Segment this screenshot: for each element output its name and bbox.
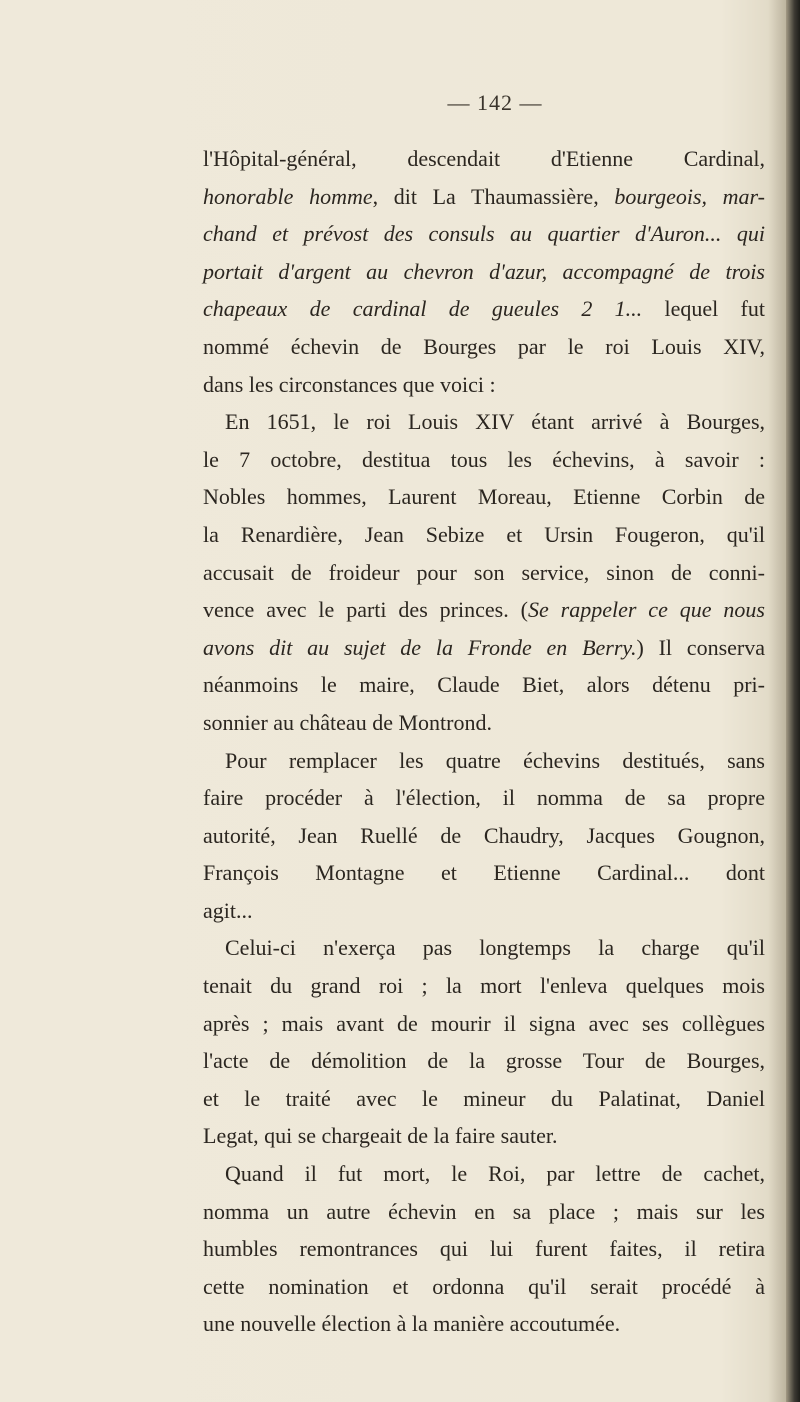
- text-line: [203, 215, 765, 253]
- text-segment: lequel fut: [642, 296, 765, 322]
- text-line: [203, 779, 765, 817]
- italic-text: avons dit au sujet de la Fronde en Berry.: [203, 634, 637, 660]
- text-segment: cette nomination et ordonna qu'il serait procédé à: [203, 1273, 765, 1299]
- text-segment: sonnier au château de Montrond.: [203, 709, 492, 735]
- page-edge-shadow: [786, 0, 800, 1402]
- text-segment: accusait de froideur pour son service, sinon de conni-: [203, 559, 765, 585]
- text-segment: après ; mais avant de mourir il signa avec ses collègues: [203, 1010, 765, 1036]
- text-line: [203, 554, 765, 592]
- text-line: [203, 666, 765, 704]
- text-segment: tenait du grand roi ; la mort l'enleva quelques mois: [203, 973, 765, 999]
- italic-text: Se rappeler ce que nous: [527, 597, 765, 623]
- text-segment: l'Hôpital-général, descendait d'Etienne Cardinal,: [203, 146, 765, 171]
- text-segment: agit...: [203, 897, 253, 923]
- text-line: [203, 1230, 765, 1268]
- page-number: — 142 —: [447, 90, 543, 115]
- text-segment: nommé échevin de Bourges par le roi Louis XIV,: [203, 333, 765, 359]
- text-line: [203, 140, 765, 178]
- italic-text: chapeaux de cardinal de gueules 2 1...: [203, 296, 643, 322]
- text-segment: Quand il fut mort, le Roi, par lettre de cachet,: [225, 1161, 765, 1187]
- text-line: [203, 1117, 765, 1155]
- text-segment: humbles remontrances qui lui furent faites, il retira: [203, 1236, 765, 1262]
- text-line: [203, 704, 765, 742]
- text-segment: dans les circonstances que voici :: [203, 371, 496, 397]
- text-line: [203, 854, 765, 892]
- text-line: [203, 1305, 765, 1343]
- text-line: [203, 1193, 765, 1231]
- text-segment: néanmoins le maire, Claude Biet, alors détenu pri-: [203, 672, 765, 698]
- text-line: [203, 290, 765, 328]
- text-segment: Nobles hommes, Laurent Moreau, Etienne Corbin de: [203, 484, 765, 510]
- italic-text: chand et prévost des consuls au quartier d'Auron... qui: [203, 221, 765, 247]
- text-line: [203, 1042, 765, 1080]
- text-line: [203, 253, 765, 291]
- text-segment: faire procéder à l'élection, il nomma de sa propre: [203, 785, 765, 811]
- text-line: [203, 178, 765, 216]
- text-line: [203, 1005, 765, 1043]
- italic-text: bourgeois, mar-: [614, 183, 765, 209]
- text-line: [203, 1268, 765, 1306]
- text-segment: vence avec le parti des princes. (: [203, 597, 528, 623]
- italic-text: honorable homme: [203, 183, 373, 209]
- text-segment: , dit La Thaumassière,: [372, 183, 615, 209]
- body-text: [203, 140, 765, 1343]
- text-segment: Pour remplacer les quatre échevins destitués, sans: [225, 747, 765, 773]
- text-line: [203, 629, 765, 667]
- text-line: [203, 892, 765, 930]
- text-segment: Celui-ci n'exerça pas longtemps la charge qu'il: [225, 935, 765, 961]
- text-line: [203, 516, 765, 554]
- italic-text: portait d'argent au chevron d'azur, accompagné de trois: [203, 258, 765, 284]
- text-line: [203, 742, 765, 780]
- text-line: [203, 366, 765, 404]
- text-segment: nomma un autre échevin en sa place ; mais sur les: [203, 1198, 765, 1224]
- text-line: [203, 328, 765, 366]
- text-segment: François Montagne et Etienne Cardinal... dont: [203, 860, 765, 886]
- text-line: [203, 817, 765, 855]
- text-segment: l'acte de démolition de la grosse Tour de Bourges,: [203, 1048, 765, 1074]
- text-segment: autorité, Jean Ruellé de Chaudry, Jacques Gougnon,: [203, 822, 765, 848]
- text-segment: la Renardière, Jean Sebize et Ursin Fougeron, qu'il: [203, 521, 765, 547]
- text-line: [203, 1155, 765, 1193]
- text-segment: Legat, qui se chargeait de la faire sauter.: [203, 1123, 558, 1149]
- text-segment: et le traité avec le mineur du Palatinat, Daniel: [203, 1085, 765, 1111]
- text-segment: En 1651, le roi Louis XIV étant arrivé à Bourges,: [225, 409, 765, 435]
- text-line: [203, 967, 765, 1005]
- text-line: [203, 441, 765, 479]
- text-line: [203, 403, 765, 441]
- text-line: [203, 929, 765, 967]
- text-segment: le 7 octobre, destitua tous les échevins, à savoir :: [203, 446, 765, 472]
- text-segment: une nouvelle élection à la manière accoutumée.: [203, 1311, 621, 1337]
- text-line: [203, 478, 765, 516]
- text-segment: ) Il conserva: [636, 634, 765, 660]
- text-line: [203, 591, 765, 629]
- text-line: [203, 1080, 765, 1118]
